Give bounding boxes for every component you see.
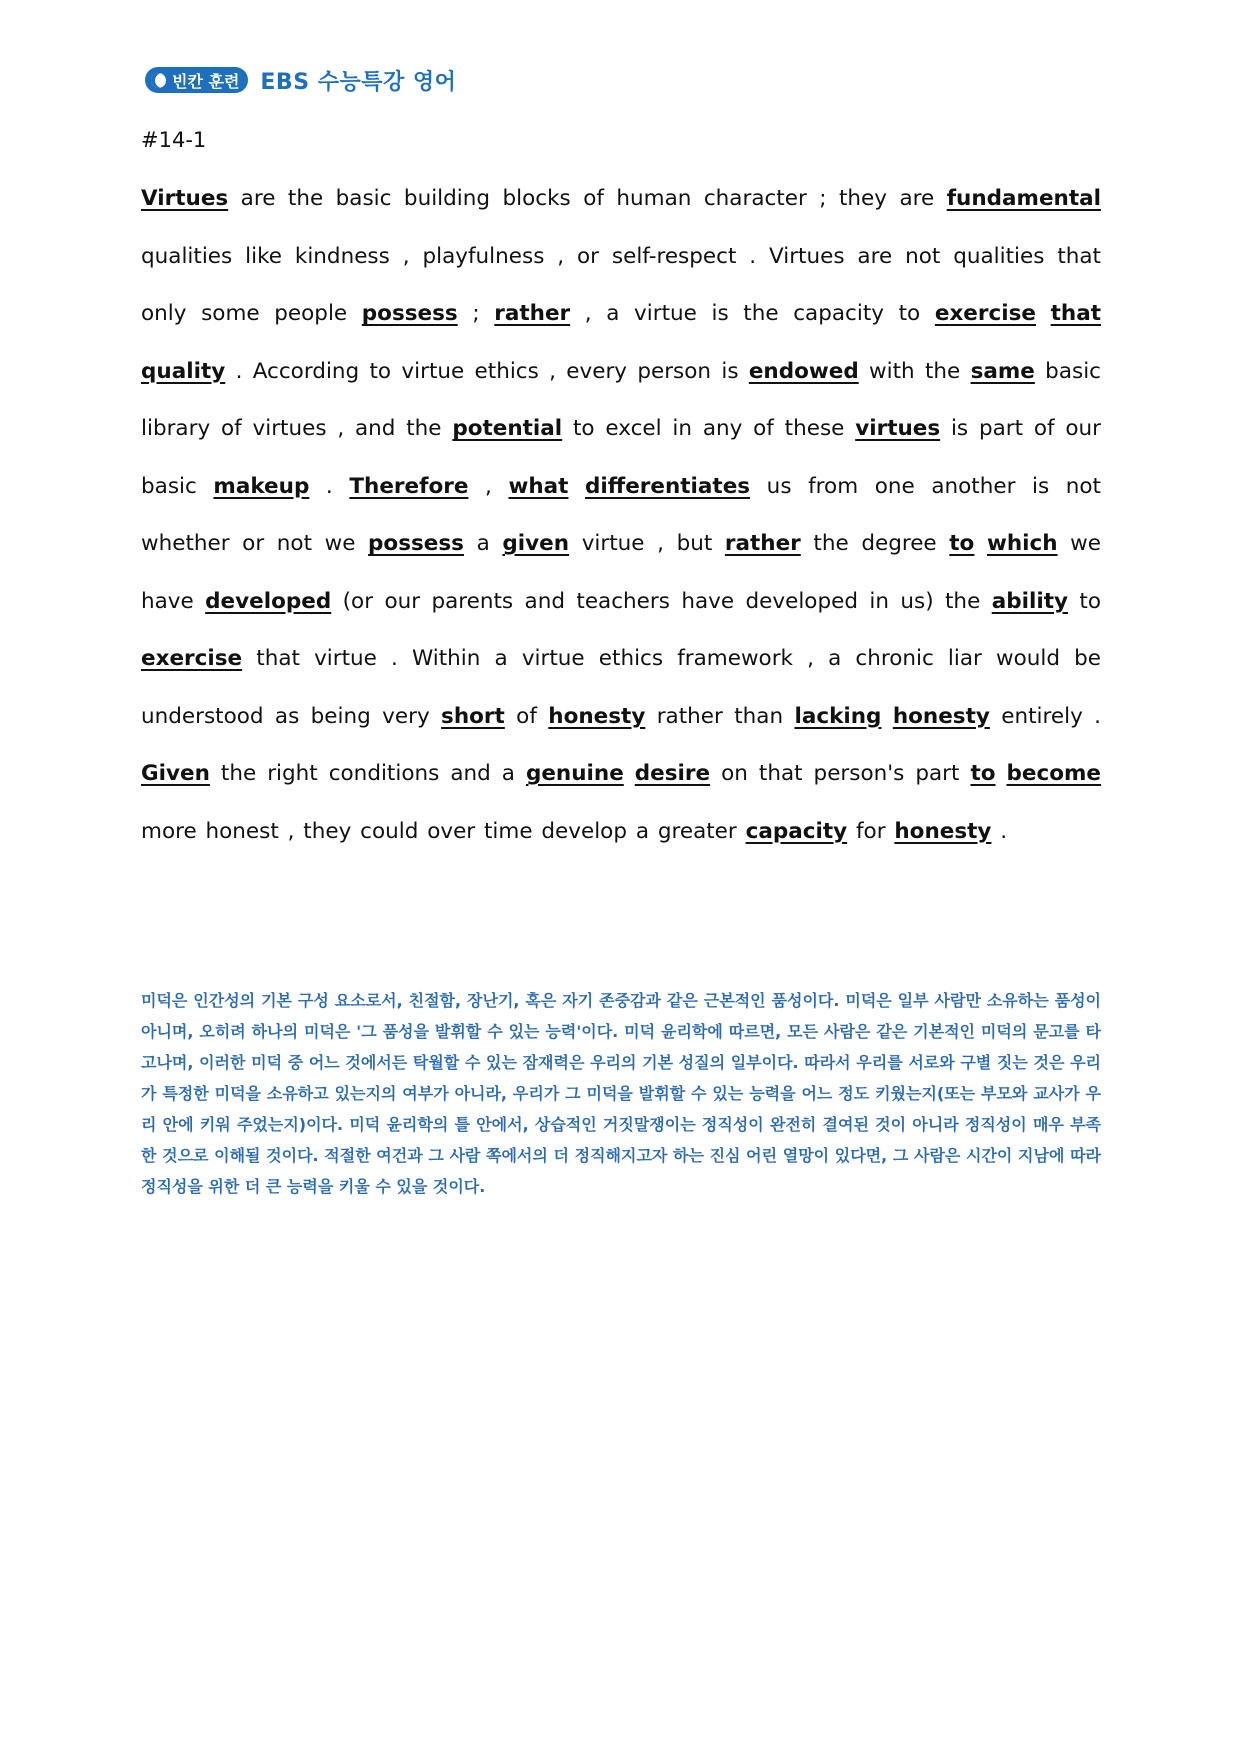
keyword-underlined: differentiates xyxy=(585,473,751,499)
problem-number: #14-1 xyxy=(141,128,207,152)
keyword-underlined: given xyxy=(502,531,570,556)
passage-text: on that person's part xyxy=(710,761,971,786)
passage-text: the right conditions and a xyxy=(209,761,526,786)
passage-text: qualities like kindness , playfulness , or self-respect . Virtues are not qualities that only some people xyxy=(141,243,1101,326)
keyword-underlined: possess xyxy=(368,531,464,556)
keyword-underlined: that xyxy=(1050,301,1102,326)
passage-text: basic library of virtues , and the xyxy=(141,358,1101,441)
keyword-underlined: quality xyxy=(141,358,226,384)
passage-text: for xyxy=(847,818,895,844)
worksheet-header xyxy=(145,64,456,96)
category-badge xyxy=(145,67,248,93)
passage-text xyxy=(1036,301,1051,326)
keyword-underlined: exercise xyxy=(141,646,243,671)
badge-label: 빈칸 훈련 xyxy=(172,71,240,91)
passage-text: . xyxy=(991,818,1008,844)
keyword-underlined: what xyxy=(508,473,569,499)
passage-text: us from one another is not whether or not we xyxy=(141,473,1101,556)
keyword-underlined: rather xyxy=(494,301,571,326)
header-title: EBS 수능특강 영어 xyxy=(260,69,457,95)
passage-text: to excel in any of these xyxy=(562,416,856,441)
keyword-underlined: possess xyxy=(361,301,458,326)
passage-text: ; xyxy=(457,301,495,326)
keyword-underlined: fundamental xyxy=(946,186,1101,211)
keyword-underlined: to xyxy=(970,761,996,786)
keyword-underlined: desire xyxy=(634,761,711,786)
passage-text: , xyxy=(468,473,509,499)
passage-text xyxy=(996,761,1007,786)
keyword-underlined: same xyxy=(970,358,1035,384)
passage-text: that virtue . Within a virtue ethics framework , a chronic liar would be understood as being very xyxy=(141,646,1101,729)
passage-text: a xyxy=(463,531,503,556)
passage-text: more honest , they could over time develop a greater xyxy=(141,818,746,844)
passage-text: of xyxy=(504,703,549,729)
keyword-underlined: rather xyxy=(724,531,801,556)
passage-text xyxy=(568,474,585,499)
passage-text: , a virtue is the capacity to xyxy=(570,301,935,326)
keyword-underlined: honesty xyxy=(892,703,990,729)
passage-text: . xyxy=(309,473,350,499)
keyword-underlined: become xyxy=(1006,761,1101,786)
keyword-underlined: developed xyxy=(205,588,332,614)
keyword-underlined: which xyxy=(986,531,1058,556)
keyword-underlined: lacking xyxy=(794,703,882,729)
passage-text: are the basic building blocks of human character ; they are xyxy=(228,186,947,211)
keyword-underlined: exercise xyxy=(934,301,1036,326)
passage-text xyxy=(974,531,987,556)
passage-text: to xyxy=(1068,588,1102,614)
keyword-underlined: ability xyxy=(991,588,1069,614)
passage-text: entirely . xyxy=(989,703,1102,729)
passage-text: virtue , but xyxy=(569,531,725,556)
keyword-underlined: virtues xyxy=(855,416,941,441)
keyword-underlined: Virtues xyxy=(141,186,229,211)
keyword-underlined: capacity xyxy=(745,818,848,844)
keyword-underlined: Therefore xyxy=(349,473,469,499)
keyword-underlined: short xyxy=(441,703,505,729)
passage-text: with the xyxy=(858,358,971,384)
passage-text: rather than xyxy=(645,703,795,729)
keyword-underlined: Given xyxy=(141,761,210,786)
keyword-underlined: genuine xyxy=(525,761,624,786)
keyword-underlined: honesty xyxy=(894,818,992,844)
keyword-underlined: makeup xyxy=(213,473,310,499)
keyword-underlined: endowed xyxy=(748,358,859,384)
passage-text: is part of our basic xyxy=(141,416,1101,499)
english-passage xyxy=(141,170,1101,860)
keyword-underlined: potential xyxy=(452,416,563,441)
passage-text: we have xyxy=(141,531,1101,614)
passage-text xyxy=(881,704,892,729)
passage-text: the degree xyxy=(800,531,950,556)
passage-text: . According to virtue ethics , every person is xyxy=(225,358,749,384)
keyword-underlined: to xyxy=(949,531,975,556)
korean-translation: 미덕은 인간성의 기본 구성 요소로서, 친절함, 장난기, 혹은 자기 존중감과 같은 근본적인 품성이다. 미덕은 일부 사람만 소유하는 품성이 아니며, 오히려 하나의 미덕은 '그 품성을 발휘할 수 있는 능력'이다. 미덕 윤리학에 따르면, 모든 사람은 같은 기본적인 미덕의 문고를 타고나며, 이러한 미덕 중 어느 것에서든 탁월할 수 있는 잠재력은 우리의 기본 성질의 일부이다. 따라서 우리를 서로와 구별 짓는 것은 우리가 특정한 미덕을 소유하고 있는지의 여부가 아니라, 우리가 그 미덕을 발휘할 수 있는 능력을 어느 정도 키웠는지(또는 부모와 교사가 우리 안에 키워 주었는지)이다. 미덕 윤리학의 틀 안에서, 상습적인 거짓말쟁이는 정직성이 완전히 결여된 것이 아니라 정직성이 매우 부족한 것으로 이해될 것이다. 적절한 여건과 그 사람 쪽에서의 더 정직해지고자 하는 진심 어린 열망이 있다면, 그 사람은 시간이 지남에 따라 정직성을 위한 더 큰 능력을 키울 수 있을 것이다. xyxy=(141,991,1101,1196)
badge-circle-icon xyxy=(151,73,166,88)
keyword-underlined: honesty xyxy=(548,703,646,729)
passage-text xyxy=(624,761,635,786)
passage-text: (or our parents and teachers have developed in us) the xyxy=(331,588,992,614)
